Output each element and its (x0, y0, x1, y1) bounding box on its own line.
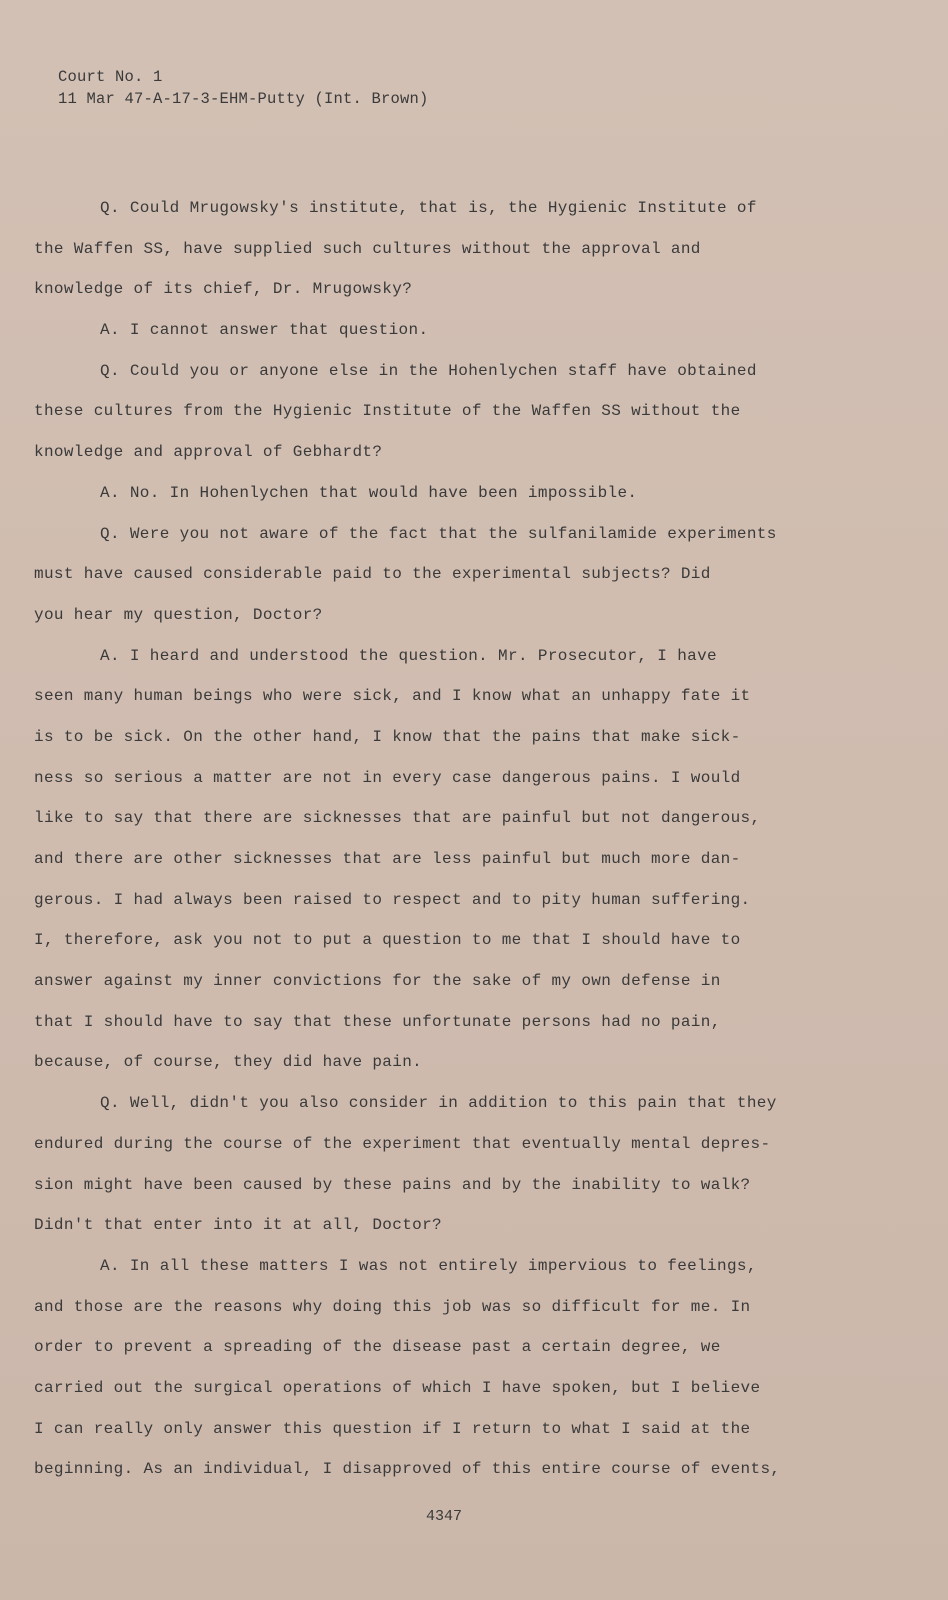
transcript-line: Q. Could you or anyone else in the Hohenlychen staff have obtained (100, 361, 757, 380)
transcript-line: beginning. As an individual, I disapproved of this entire course of events, (34, 1460, 781, 1479)
transcript-line: A. In all these matters I was not entirely impervious to feelings, (100, 1256, 757, 1275)
transcript-line: I can really only answer this question if I return to what I said at the (34, 1419, 751, 1438)
transcript-line: must have caused considerable paid to the experimental subjects? Did (34, 565, 711, 584)
transcript-line: and those are the reasons why doing this job was so difficult for me. In (34, 1297, 751, 1316)
court-label: Court No. 1 (58, 68, 163, 86)
transcript-line: you hear my question, Doctor? (34, 605, 323, 624)
transcript-line: gerous. I had always been raised to respect and to pity human suffering. (34, 890, 751, 909)
transcript-line: Q. Well, didn't you also consider in addition to this pain that they (100, 1094, 777, 1113)
transcript-line: is to be sick. On the other hand, I know that the pains that make sick- (34, 727, 741, 746)
transcript-body (34, 188, 814, 1490)
transcript-line: the Waffen SS, have supplied such cultures without the approval and (34, 239, 701, 258)
transcript-line: order to prevent a spreading of the disease past a certain degree, we (34, 1338, 721, 1357)
document-header (58, 66, 429, 110)
page-number: 4347 (425, 1508, 462, 1525)
transcript-line: seen many human beings who were sick, and I know what an unhappy fate it (34, 687, 751, 706)
transcript-line: ness so serious a matter are not in every case dangerous pains. I would (34, 768, 741, 787)
transcript-line: sion might have been caused by these pains and by the inability to walk? (34, 1175, 751, 1194)
transcript-line: like to say that there are sicknesses that are painful but not dangerous, (34, 809, 761, 828)
transcript-line: A. No. In Hohenlychen that would have been impossible. (100, 483, 638, 502)
transcript-line: knowledge and approval of Gebhardt? (34, 443, 383, 462)
transcript-line: knowledge of its chief, Dr. Mrugowsky? (34, 280, 413, 299)
transcript-line: Q. Could Mrugowsky's institute, that is, the Hygienic Institute of (100, 199, 757, 217)
transcript-line: answer against my inner convictions for the sake of my own defense in (34, 972, 721, 991)
transcript-line: I, therefore, ask you not to put a question to me that I should have to (34, 931, 741, 950)
document-reference: 11 Mar 47-A-17-3-EHM-Putty (Int. Brown) (58, 90, 429, 108)
transcript-line: that I should have to say that these unfortunate persons had no pain, (34, 1012, 721, 1031)
transcript-line: Didn't that enter into it at all, Doctor? (34, 1216, 443, 1235)
transcript-line: A. I cannot answer that question. (100, 321, 429, 340)
transcript-line: carried out the surgical operations of which I have spoken, but I believe (34, 1378, 761, 1397)
transcript-line: these cultures from the Hygienic Institute of the Waffen SS without the (34, 402, 741, 421)
transcript-line: endured during the course of the experiment that eventually mental depres- (34, 1134, 771, 1153)
transcript-line: A. I heard and understood the question. Mr. Prosecutor, I have (100, 646, 717, 665)
transcript-line: because, of course, they did have pain. (34, 1053, 423, 1072)
transcript-line: and there are other sicknesses that are less painful but much more dan- (34, 850, 741, 868)
transcript-line: Q. Were you not aware of the fact that the sulfanilamide experiments (100, 524, 777, 543)
